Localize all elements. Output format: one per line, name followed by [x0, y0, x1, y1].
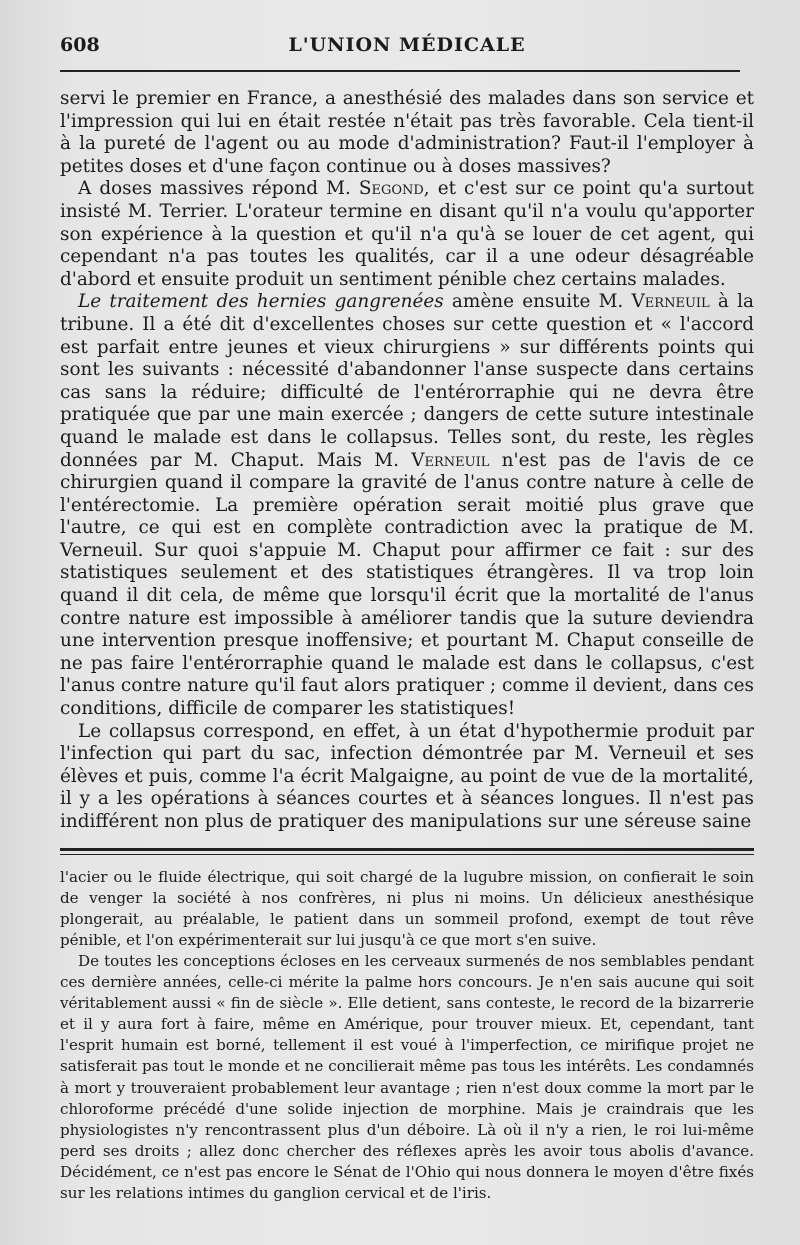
paragraph: Le traitement des hernies gangrenées amène ensuite M. Verneuil à la tribune. Il a été dit d'excellentes choses sur cette question et « l'accord est parfait entre jeunes et vieux chirurgiens » sur différents points qui sont les suivants : nécessité d'abandonner l'anse suspecte dans certains cas sans la réduire; difficulté de l'entérorraphie qui ne devra être pratiquée que par une main exercée ; dangers de cette suture intestinale quand le malade est dans le collapsus. Telles sont, du reste, les règles données par M. Chaput. Mais M. Verneuil n'est pas de l'avis de ce chirurgien quand il compare la gravité de l'anus contre nature à celle de l'entérectomie. La première opération serait moitié plus grave que l'autre, ce qui est en complète contradiction avec la pratique de M. Verneuil. Sur quoi s'appuie M. Chaput pour affirmer ce fait : sur des statistiques seulement et des statistiques étrangères. Il va trop loin quand il dit cela, de même que lorsqu'il écrit que la mortalité de l'anus contre nature est impossible à améliorer tandis que la suture deviendra une intervention presque inoffensive; et pourtant M. Chaput conseille de ne pas faire l'entérorraphie quand le malade est dans le collapsus, c'est l'anus contre nature qu'il faut alors pratiquer ; comme il devient, dans ces conditions, difficile de comparer les statistiques!: [60, 291, 755, 720]
person-name: Verneuil: [411, 449, 490, 471]
paragraph: servi le premier en France, a anesthésié des malades dans son service et l'impression qui lui en était restée n'était pas très favorable. Cela tient-il à la pureté de l'agent ou au mode d'administration? Faut-il l'employer à petites doses et d'une façon continue ou à doses massives?: [60, 88, 754, 177]
footnote: [60, 867, 754, 1205]
paragraph: A doses massives répond M. Segond, et c'est sur ce point qu'a surtout insisté M. Terrier. L'orateur termine en disant qu'il n'a voulu qu'apporter son expérience à la question et qu'il n'a qu'à se louer de cet agent, qui cependant n'a pas toutes les qualités, car il a une odeur désagréable d'abord et ensuite produit un sentiment pénible chez certains malades.: [60, 178, 754, 290]
paragraph: Le collapsus correspond, en effet, à un état d'hypothermie produit par l'infection qui part du sac, infection démontrée par M. Verneuil et ses élèves et puis, comme l'a écrit Malgaigne, au point de vue de la mortalité, il y a les opérations à séances courtes et à séances longues. Il n'est pas indifférent non plus de pratiquer des manipulations sur une séreuse saine: [60, 720, 754, 832]
section-title: Le traitement des hernies gangrenées: [78, 291, 444, 313]
person-name: Segond: [358, 178, 424, 200]
person-name: Verneuil: [631, 291, 710, 313]
main-text: [60, 88, 754, 834]
footnote-rule: [60, 848, 754, 855]
footnote-paragraph: De toutes les conceptions écloses en les cerveaux surmenés de nos semblables pendant ces dernière années, celle-ci mérite la palme hors concours. Je n'en sais aucune qui soit véritablement aussi « fin de siècle ». Elle detient, sans conteste, le record de la bizarrerie et il y aura fort à faire, même en Amérique, pour trouver mieux. Et, cependant, tant l'esprit humain est borné, tellement il est voué à l'imperfection, ce mirifique projet ne satisferait pas tout le monde et ne concilierait même pas tous les intérêts. Les condamnés à mort y trouveraient probablement leur avantage ; rien n'est doux comme la mort par le chloroforme précédé d'une solide injection de morphine. Mais je craindrais que les physiologistes n'y rencontrassent plus d'un déboire. Là où il n'y a rien, le roi lui-même perd ses droits ; allez donc chercher des réflexes après les avoir tous abolis d'avance. Décidément, ce n'est pas encore le Sénat de l'Ohio qui nous donnera le moyen d'être fixés sur les relations intimes du ganglion cervical et de l'iris.: [60, 951, 754, 1202]
running-title: L'UNION MÉDICALE: [288, 34, 526, 56]
page-header: [60, 28, 754, 62]
footnote-paragraph: l'acier ou le fluide électrique, qui soit chargé de la lugubre mission, on confierait le soin de venger la société à nos confrères, ni plus ni moins. Un délicieux anesthésique plongerait, au préalable, le patient dans un sommeil profond, exempt de tout rêve pénible, et l'on expérimenterait sur lui jusqu'à ce que mort s'en suive.: [60, 867, 754, 949]
page-number: 608: [60, 34, 100, 56]
header-rule: [60, 70, 740, 72]
